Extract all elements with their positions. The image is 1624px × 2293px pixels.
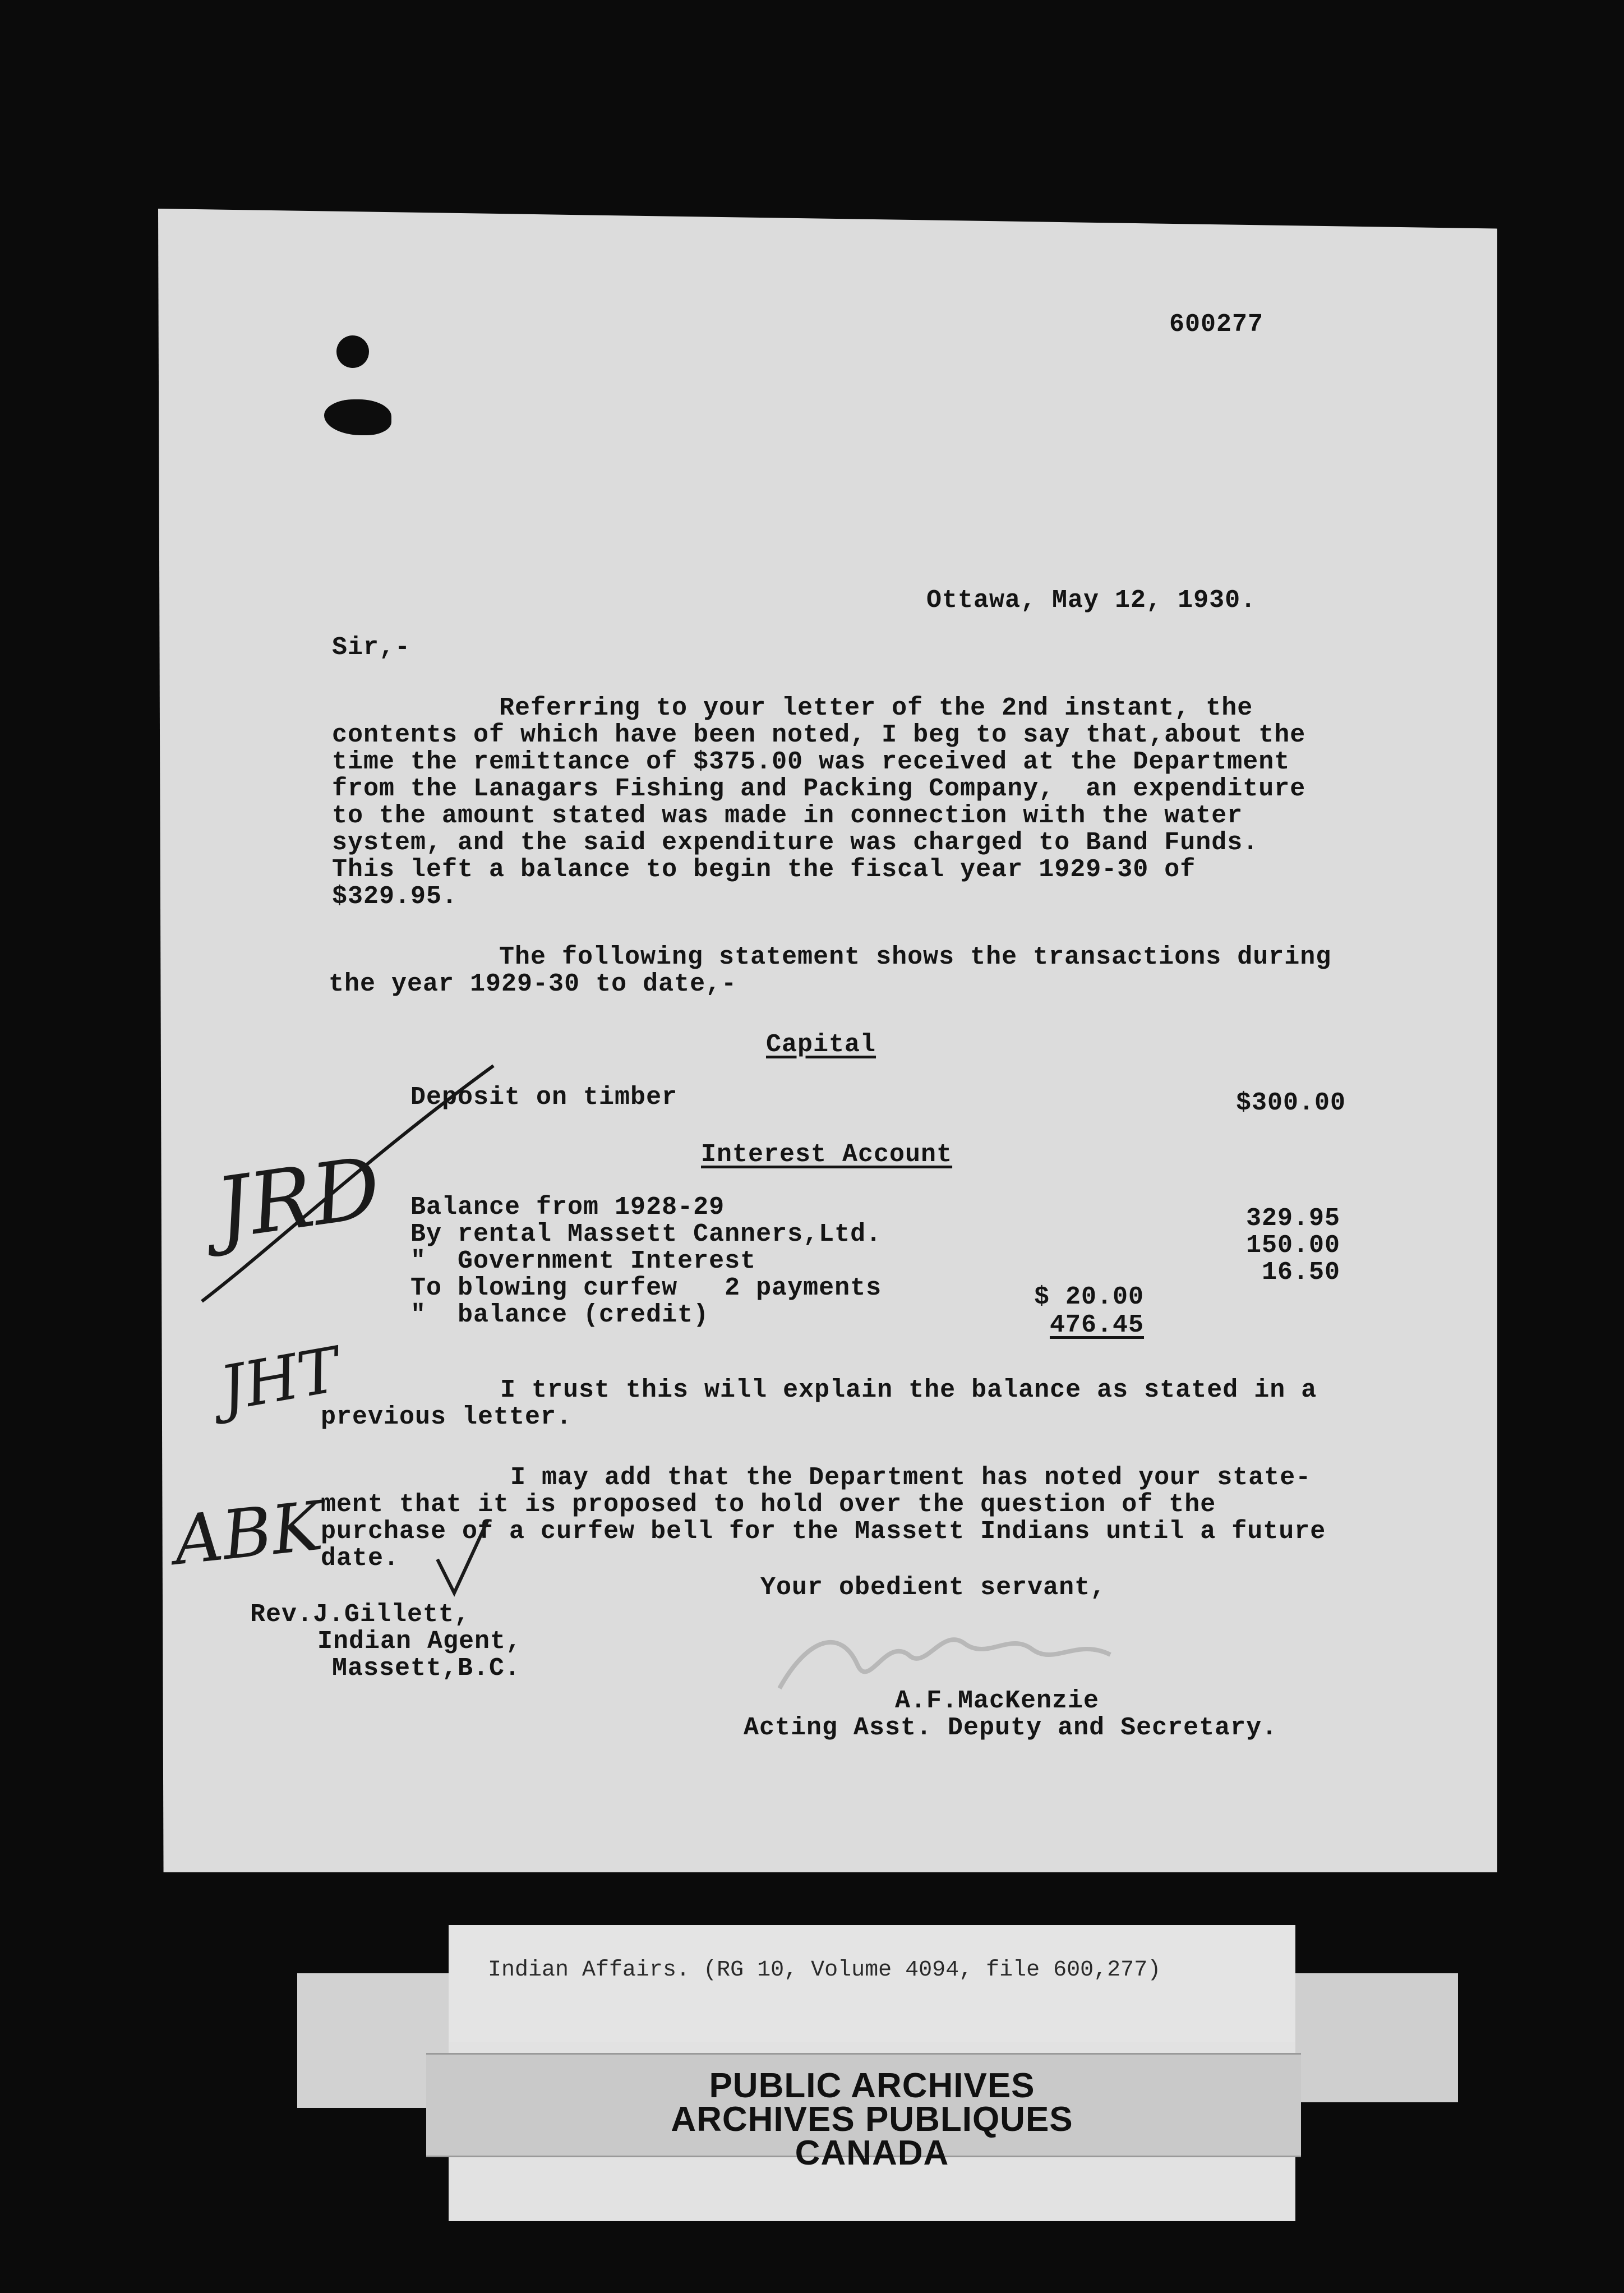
interest-row-label: " Government Interest bbox=[410, 1247, 756, 1276]
signature-title: Acting Asst. Deputy and Secretary. bbox=[744, 1714, 1278, 1742]
archive-stamp-line: PUBLIC ARCHIVES bbox=[709, 2066, 1035, 2105]
signature-name: A.F.MacKenzie bbox=[895, 1687, 1100, 1715]
text-line: time the remittance of $375.00 was received at the Department bbox=[332, 748, 1290, 776]
addressee-line: Indian Agent, bbox=[317, 1627, 522, 1656]
capital-item-label: Deposit on timber bbox=[410, 1083, 678, 1112]
text-line: date. bbox=[321, 1544, 400, 1573]
interest-row-credit: 16.50 bbox=[1261, 1258, 1340, 1287]
text-line: contents of which have been noted, I beg to say that,about the bbox=[332, 721, 1306, 749]
handwritten-initials: JRD bbox=[210, 1139, 387, 1259]
addressee-line: Massett,B.C. bbox=[332, 1654, 521, 1683]
text-line: ment that it is proposed to hold over the question of the bbox=[321, 1490, 1216, 1519]
handwritten-initials: ABK bbox=[170, 1487, 326, 1581]
archive-source-text: Indian Affairs. (RG 10, Volume 4094, file 600,277) bbox=[488, 1958, 1161, 1983]
salutation: Sir,- bbox=[332, 633, 411, 662]
addressee-line: Rev.J.Gillett, bbox=[250, 1600, 470, 1629]
interest-row-debit: $ 20.00 bbox=[1034, 1283, 1144, 1311]
date-line: Ottawa, May 12, 1930. bbox=[926, 586, 1257, 615]
text-line: system, and the said expenditure was charged to Band Funds. bbox=[332, 828, 1259, 857]
interest-row-label: To blowing curfew 2 payments bbox=[410, 1274, 882, 1302]
archive-source-label bbox=[449, 1925, 1295, 2043]
text-line: $329.95. bbox=[332, 882, 458, 911]
capital-item-amount: $300.00 bbox=[1235, 1089, 1346, 1117]
text-line: Referring to your letter of the 2nd instant, the bbox=[499, 694, 1253, 722]
text-line: to the amount stated was made in connection with the water bbox=[332, 802, 1243, 830]
interest-row-credit: 329.95 bbox=[1245, 1204, 1340, 1233]
punch-hole bbox=[336, 335, 369, 368]
check-mark bbox=[432, 1514, 493, 1599]
interest-row-label: Balance from 1928-29 bbox=[410, 1193, 725, 1222]
handwritten-initials: JHT bbox=[214, 1333, 345, 1425]
faded-signature bbox=[774, 1604, 1122, 1700]
archive-stamp-line: ARCHIVES PUBLIQUES bbox=[671, 2100, 1073, 2139]
interest-row-debit: 476.45 bbox=[1049, 1311, 1144, 1339]
interest-row-label: " balance (credit) bbox=[410, 1301, 709, 1329]
capital-heading: Capital bbox=[766, 1030, 876, 1059]
text-line: The following statement shows the transactions during bbox=[499, 943, 1332, 971]
file-number: 600277 bbox=[1169, 310, 1264, 339]
text-line: previous letter. bbox=[321, 1403, 573, 1431]
closing: Your obedient servant, bbox=[760, 1573, 1106, 1602]
text-line: I trust this will explain the balance as stated in a bbox=[500, 1376, 1317, 1405]
archive-stamp-line: CANADA bbox=[795, 2134, 949, 2172]
tape-band-right bbox=[1290, 1973, 1458, 2102]
interest-row-credit: 150.00 bbox=[1245, 1231, 1340, 1260]
text-line: from the Lanagars Fishing and Packing Company, an expenditure bbox=[332, 775, 1306, 803]
interest-heading: Interest Account bbox=[701, 1140, 953, 1169]
text-line: I may add that the Department has noted your state- bbox=[510, 1463, 1312, 1492]
text-line: the year 1929-30 to date,- bbox=[329, 970, 737, 998]
interest-row-label: By rental Massett Canners,Ltd. bbox=[410, 1220, 882, 1249]
text-line: This left a balance to begin the fiscal year 1929-30 of bbox=[332, 855, 1196, 884]
text-line: purchase of a curfew bell for the Massett Indians until a future bbox=[321, 1517, 1326, 1546]
